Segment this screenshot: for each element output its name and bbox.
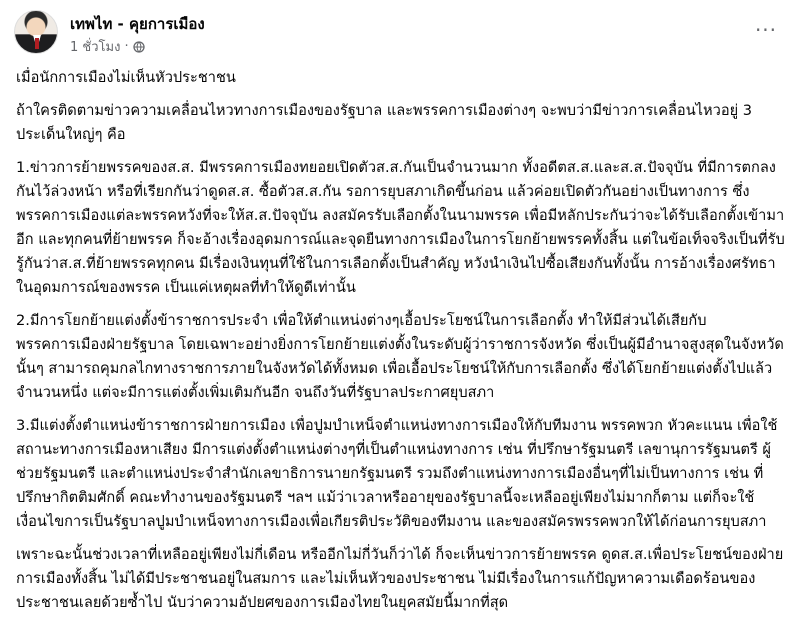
globe-icon[interactable] bbox=[133, 41, 145, 53]
more-options-icon[interactable]: ··· bbox=[754, 18, 778, 42]
author-avatar[interactable] bbox=[14, 10, 58, 54]
post-paragraph: เมื่อนักการเมืองไม่เห็นหัวประชาชน bbox=[16, 69, 236, 86]
avatar-tie bbox=[35, 38, 39, 49]
post-paragraph: เพราะฉะนั้นช่วงเวลาที่เหลืออยู่เพียงไม่กี่เดือน หรืออีกไม่กี่วันก็ว่าได้ ก็จะเห็นข่าวการย้ายพรรค ดูดส.ส.เพื่อประโยชน์ของฝ่ายการเมืองทั้งสิ้น ไม่ได้มีประชาชนอยู่ในสมการ และไม่เห็นหัวของประชาชน ไม่มีเรื่องในการแก้ปัญหาความเดือดร้อนของประชาชนเลยด้วยซ้ำไป นับว่าความอัปยศของการเมืองไทยในยุคสมัยนี้มากที่สุด bbox=[16, 546, 784, 611]
post-body bbox=[16, 66, 786, 624]
post-paragraph: ถ้าใครติดตามข่าวความเคลื่อนไหวทางการเมืองของรัฐบาล และพรรคการเมืองต่างๆ จะพบว่ามีข่าวการเคลื่อนไหวอยู่ 3 ประเด็นใหญ่ๆ คือ bbox=[16, 102, 753, 143]
post-header bbox=[14, 10, 786, 58]
author-name[interactable]: เทพไท - คุยการเมือง bbox=[70, 15, 205, 33]
post-paragraph: 3.มีแต่งตั้งตำแหน่งข้าราชการฝ่ายการเมือง เพื่อปูมบำเหน็จตำแหน่งทางการเมืองให้กับทีมงาน พรรคพวก หัวคะแนน เพื่อใช้สถานะทางการเมืองหาเสียง มีการแต่งตั้งตำแหน่งต่างๆที่เป็นตำแหน่งทางการ เช่น ที่ปรึกษารัฐมนตรี เลขานุการรัฐมนตรี ผู้ช่วยรัฐมนตรี และตำแหน่งประจำสำนักเลขาธิการนายกรัฐมนตรี รวมถึงตำแหน่งทางการเมืองอื่นๆที่ไม่เป็นทางการ เช่น ที่ปรึกษากิตติมศักดิ์ คณะทำงานของรัฐมนตรี ฯลฯ แม้ว่าเวลาหรืออายุของรัฐบาลนี้จะเหลืออยู่เพียงไม่มากก็ตาม แต่ก็จะใช้เงื่อนไขการเป็นรัฐบาลปูมบำเหน็จทางการเมืองเพื่อเกียรติประวัติของทีมงาน และของสมัครพรรคพวกให้ได้ก่อนการยุบสภา bbox=[16, 417, 778, 530]
post-time[interactable]: 1 ชั่วโมง bbox=[70, 40, 121, 55]
post-paragraph: 1.ข่าวการย้ายพรรคของส.ส. มีพรรคการเมืองทยอยเปิดตัวส.ส.กันเป็นจำนวนมาก ทั้งอดีตส.ส.และส.ส.ปัจจุบัน ที่มีการตกลงกันไว้ล่วงหน้า หรือที่เรียกกันว่าดูดส.ส. ซื้อตัวส.ส.กัน รอการยุบสภาเกิดขึ้นก่อน แล้วค่อยเปิดตัวกันอย่างเป็นทางการ ซึ่งพรรคการเมืองแต่ละพรรคหวังที่จะให้ส.ส.ปัจจุบัน ลงสมัครรับเลือกตั้งในนามพรรค เพื่อมีหลักประกันว่าจะได้รับเลือกตั้งเข้ามาอีก และทุกคนที่ย้ายพรรค ก็จะอ้างเรื่องอุดมการณ์และจุดยืนทางการเมืองในการโยกย้ายพรรคทั้งสิ้น แต่ในข้อเท็จจริงเป็นที่รับรู้กันว่าส.ส.ที่ย้ายพรรคทุกคน มีเรื่องเงินทุนที่ใช้ในการเลือกตั้งเป็นสำคัญ หวังนำเงินไปซื้อเสียงกันทั้งนั้น การอ้างเรื่องศรัทธาในอุดมการณ์ของพรรค เป็นแค่เหตุผลที่ทำให้ดูดีเท่านั้น bbox=[16, 159, 785, 296]
post-paragraph: 2.มีการโยกย้ายแต่งตั้งข้าราชการประจำ เพื่อให้ตำแหน่งต่างๆเอื้อประโยชน์ในการเลือกตั้ง ทำให้มีส่วนได้เสียกับพรรคการเมืองฝ่ายรัฐบาล โดยเฉพาะอย่างยิ่งการโยกย้ายแต่งตั้งในระดับผู้ว่าราชการจังหวัด ซึ่งเป็นผู้มีอำนาจสูงสุดในจังหวัดนั้นๆ สามารถคุมกลไกทางราชการภายในจังหวัดได้ทั้งหมด เพื่อเอื้อประโยชน์ให้กับการเลือกตั้ง ซึ่งได้โยกย้ายแต่งตั้งไปแล้วจำนวนหนึ่ง แต่จะมีการแต่งตั้งเพิ่มเติมกันอีก จนถึงวันที่รัฐบาลประกาศยุบสภา bbox=[16, 312, 784, 401]
meta-separator: · bbox=[124, 39, 129, 54]
post-meta bbox=[70, 36, 145, 57]
